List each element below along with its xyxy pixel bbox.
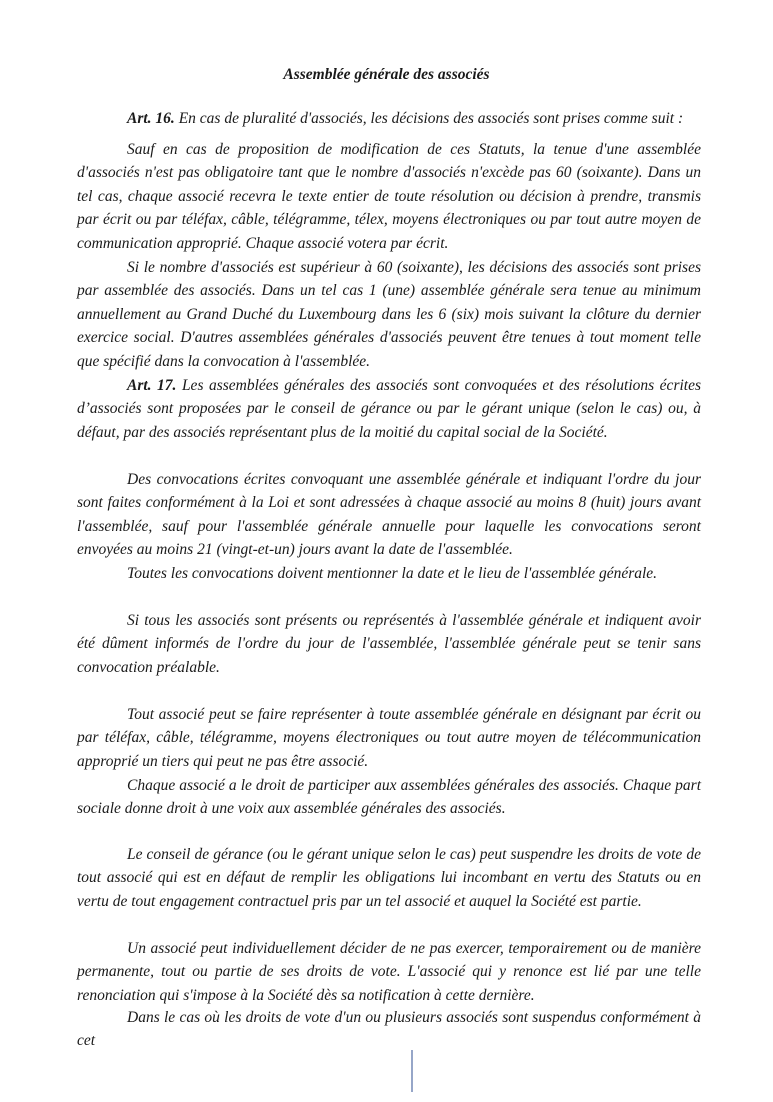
paragraph-assembly-threshold: Si le nombre d'associés est supérieur à 60 (soixante), les décisions des associés sont prises par assemblée des associés. Dans un tel cas 1 (une) assemblée générale sera tenue au minimum annuellement au Grand Duché du Luxembourg dans les 6 (six) mois suivant la clôture du dernier exercice social. D'autres assemblées générales d'associés peuvent être tenues à tout moment telle que spécifié dans la convocation à l'assemblée. — [77, 259, 701, 370]
signature-mark — [411, 1050, 413, 1092]
section-title: Assemblée générale des associés — [283, 66, 490, 83]
paragraph-representation: Tout associé peut se faire représenter à toute assemblée générale en désignant par écrit ou par téléfax, câble, télégramme, moyens électroniques ou tout autre moyen de télécommunication approprié un tiers qui peut ne pas être associé. — [77, 706, 701, 770]
paragraph-renunciation: Un associé peut individuellement décider de ne pas exercer, temporairement ou de manière permanente, tout ou partie de ses droits de vote. L'associé qui y renonce est lié par une telle renonciation qui s'impose à la Société dès sa notification à cette dernière. — [77, 940, 701, 1004]
article-17-label: Art. 17. — [127, 377, 177, 394]
paragraph-suspended-rights: Dans le cas où les droits de vote d'un ou plusieurs associés sont suspendus conformément à cet — [77, 1009, 701, 1050]
article-17-text: Les assemblées générales des associés sont convoquées et des résolutions écrites d’associés sont proposées par le conseil de gérance ou par le gérant unique (selon le cas) ou, à défaut, par des associés représentant plus de la moitié du capital social de la Société. — [77, 377, 701, 441]
paragraph-suspension: Le conseil de gérance (ou le gérant unique selon le cas) peut suspendre les droits de vote de tout associé qui est en défaut de remplir les obligations lui incombant en vertu des Statuts ou en vertu de tout engagement contractuel pris par un tel associé et auquel la Société est partie. — [77, 846, 701, 910]
paragraph-written-vote: Sauf en cas de proposition de modification de ces Statuts, la tenue d'une assemblée d'associés n'est pas obligatoire tant que le nombre d'associés n'excède pas 60 (soixante). Dans un tel cas, chaque associé recevra le texte entier de toute résolution ou décision à prendre, transmis par écrit ou par téléfax, câble, télégramme, télex, moyens électroniques ou par tout autre moyen de communication approprié. Chaque associé votera par écrit. — [77, 141, 701, 252]
article-16-label: Art. 16. — [127, 110, 175, 127]
article-17-paragraph — [77, 374, 701, 444]
paragraph-all-present: Si tous les associés sont présents ou représentés à l'assemblée générale et indiquent avoir été dûment informés de l'ordre du jour de l'assemblée, l'assemblée générale peut se tenir sans convocation préalable. — [77, 612, 701, 676]
paragraph-convocations: Des convocations écrites convoquant une assemblée générale et indiquant l'ordre du jour sont faites conformément à la Loi et sont adressées à chaque associé au moins 8 (huit) jours avant l'assemblée, sauf pour l'assemblée générale annuelle pour laquelle les convocations seront envoyées au moins 21 (vingt-et-un) jours avant la date de l'assemblée. — [77, 471, 701, 559]
paragraph-voting-right: Chaque associé a le droit de participer aux assemblées générales des associés. Chaque part sociale donne droit à une voix aux assemblée générales des associés. — [77, 777, 701, 818]
paragraph-date-lieu: Toutes les convocations doivent mentionner la date et le lieu de l'assemblée générale. — [127, 565, 658, 582]
article-16-intro — [127, 108, 687, 130]
article-16-text: En cas de pluralité d'associés, les décisions des associés sont prises comme suit : — [174, 110, 684, 127]
